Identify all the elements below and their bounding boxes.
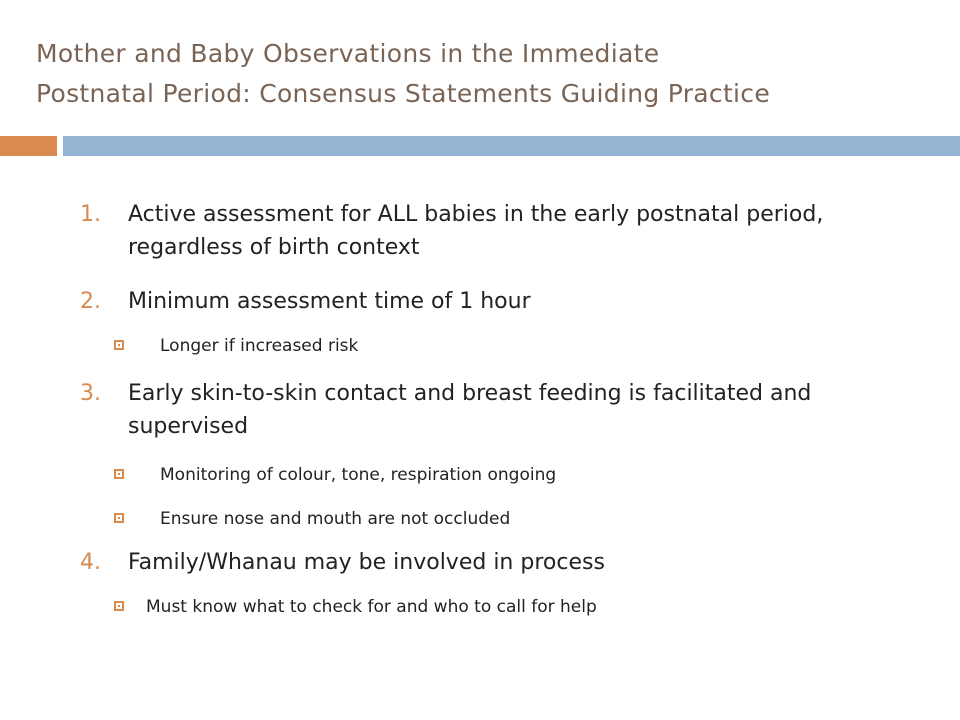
sub-item-text: Longer if increased risk [160, 336, 359, 356]
list-item [80, 285, 860, 318]
list-item [80, 546, 860, 579]
title-line-2: Postnatal Period: Consensus Statements Guiding Practice [36, 79, 771, 108]
sub-item-text: Must know what to check for and who to call for help [146, 597, 597, 617]
item-text: Active assessment for ALL babies in the early postnatal period, regardless of birth context [128, 202, 824, 260]
sub-item-text: Monitoring of colour, tone, respiration ongoing [160, 465, 557, 485]
hollow-square-bullet-icon [114, 469, 124, 479]
item-text: Minimum assessment time of 1 hour [128, 289, 531, 314]
hollow-square-bullet-icon [114, 340, 124, 350]
hollow-square-bullet-icon [114, 513, 124, 523]
item-number: 2. [80, 289, 101, 314]
item-number: 1. [80, 202, 101, 227]
title-line-1: Mother and Baby Observations in the Immediate [36, 39, 660, 68]
item-text: Family/Whanau may be involved in process [128, 550, 605, 575]
item-text: Early skin-to-skin contact and breast feeding is facilitated and supervised [128, 381, 812, 439]
item-number: 4. [80, 550, 101, 575]
sub-item-text: Ensure nose and mouth are not occluded [160, 509, 511, 529]
list-item [80, 377, 860, 443]
item-number: 3. [80, 381, 101, 406]
hollow-square-bullet-icon [114, 601, 124, 611]
list-item [80, 198, 860, 264]
